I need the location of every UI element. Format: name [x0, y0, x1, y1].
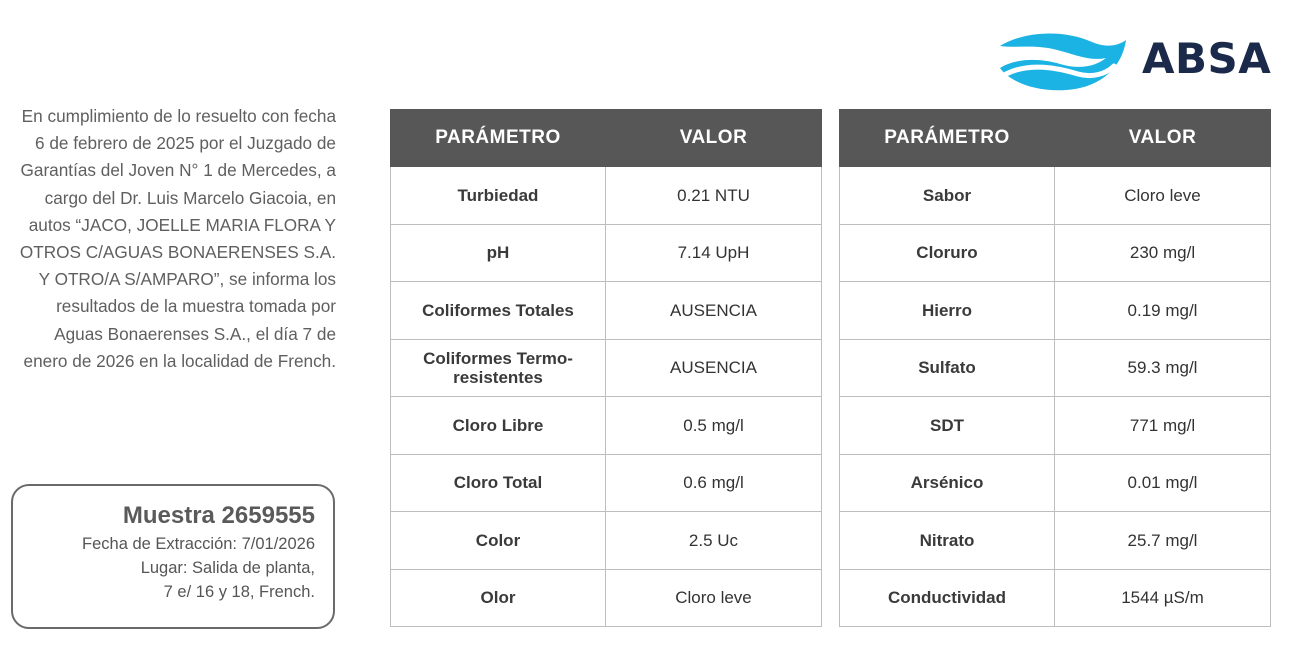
- table-row: [840, 224, 1271, 282]
- table-row: [391, 512, 822, 570]
- value-cell: 59.3 mg/l: [1055, 339, 1271, 397]
- table-header-row: [840, 110, 1271, 167]
- value-cell: 0.5 mg/l: [606, 397, 822, 455]
- intro-paragraph: En cumplimiento de lo resuelto con fecha 6 de febrero de 2025 por el Juzgado de Garantías del Joven N° 1 de Mercedes, a cargo del Dr. Luis Marcelo Giacoia, en autos “JACO, JOELLE MARIA FLORA Y OTROS C/AGUAS BONAERENSES S.A. Y OTRO/A S/AMPARO”, se informa los resultados de la muestra tomada por Aguas Bonaerenses S.A., el día 7 de enero de 2026 en la localidad de French.: [19, 106, 336, 371]
- table-row: [840, 167, 1271, 225]
- param-cell: pH: [391, 224, 606, 282]
- param-cell: Sulfato: [840, 339, 1055, 397]
- table-row: [840, 454, 1271, 512]
- table-row: [840, 569, 1271, 627]
- param-cell: Coliformes Totales: [391, 282, 606, 340]
- sample-date: Fecha de Extracción: 7/01/2026: [82, 535, 315, 553]
- header-valor: VALOR: [1055, 110, 1271, 167]
- param-cell: Cloruro: [840, 224, 1055, 282]
- results-table-right: [839, 109, 1271, 627]
- table-header-row: [391, 110, 822, 167]
- sample-info-box: [11, 484, 335, 629]
- table-row: [391, 339, 822, 397]
- value-cell: 2.5 Uc: [606, 512, 822, 570]
- header-parametro: PARÁMETRO: [840, 110, 1055, 167]
- param-cell: Turbiedad: [391, 167, 606, 225]
- table-row: [391, 569, 822, 627]
- param-cell: Conductividad: [840, 569, 1055, 627]
- wave-logo-icon: [996, 28, 1128, 94]
- table-row: [840, 282, 1271, 340]
- param-cell: Olor: [391, 569, 606, 627]
- param-cell: Cloro Total: [391, 454, 606, 512]
- value-cell: 0.6 mg/l: [606, 454, 822, 512]
- table-row: [391, 224, 822, 282]
- value-cell: Cloro leve: [606, 569, 822, 627]
- param-cell: Sabor: [840, 167, 1055, 225]
- param-cell: Coliformes Termo-resistentes: [391, 339, 606, 397]
- header-valor: VALOR: [606, 110, 822, 167]
- value-cell: 230 mg/l: [1055, 224, 1271, 282]
- value-cell: 25.7 mg/l: [1055, 512, 1271, 570]
- param-cell: Hierro: [840, 282, 1055, 340]
- sample-title: Muestra 2659555: [122, 502, 315, 529]
- sample-place-line1: Lugar: Salida de planta,: [140, 559, 315, 577]
- value-cell: 771 mg/l: [1055, 397, 1271, 455]
- value-cell: Cloro leve: [1055, 167, 1271, 225]
- absa-logo: [996, 28, 1272, 94]
- table-row: [391, 397, 822, 455]
- param-cell: Cloro Libre: [391, 397, 606, 455]
- header-parametro: PARÁMETRO: [391, 110, 606, 167]
- logo-brand-text: ABSA: [1142, 34, 1272, 83]
- results-table-left: [390, 109, 822, 627]
- param-cell: Color: [391, 512, 606, 570]
- table-row: [840, 397, 1271, 455]
- table-row: [840, 512, 1271, 570]
- table-row: [840, 339, 1271, 397]
- value-cell: 7.14 UpH: [606, 224, 822, 282]
- value-cell: 1544 µS/m: [1055, 569, 1271, 627]
- param-cell: Nitrato: [840, 512, 1055, 570]
- value-cell: 0.19 mg/l: [1055, 282, 1271, 340]
- table-row: [391, 167, 822, 225]
- value-cell: AUSENCIA: [606, 339, 822, 397]
- value-cell: AUSENCIA: [606, 282, 822, 340]
- sample-place-line2: 7 e/ 16 y 18, French.: [163, 583, 315, 601]
- table-row: [391, 454, 822, 512]
- table-row: [391, 282, 822, 340]
- param-cell: Arsénico: [840, 454, 1055, 512]
- value-cell: 0.01 mg/l: [1055, 454, 1271, 512]
- param-cell: SDT: [840, 397, 1055, 455]
- value-cell: 0.21 NTU: [606, 167, 822, 225]
